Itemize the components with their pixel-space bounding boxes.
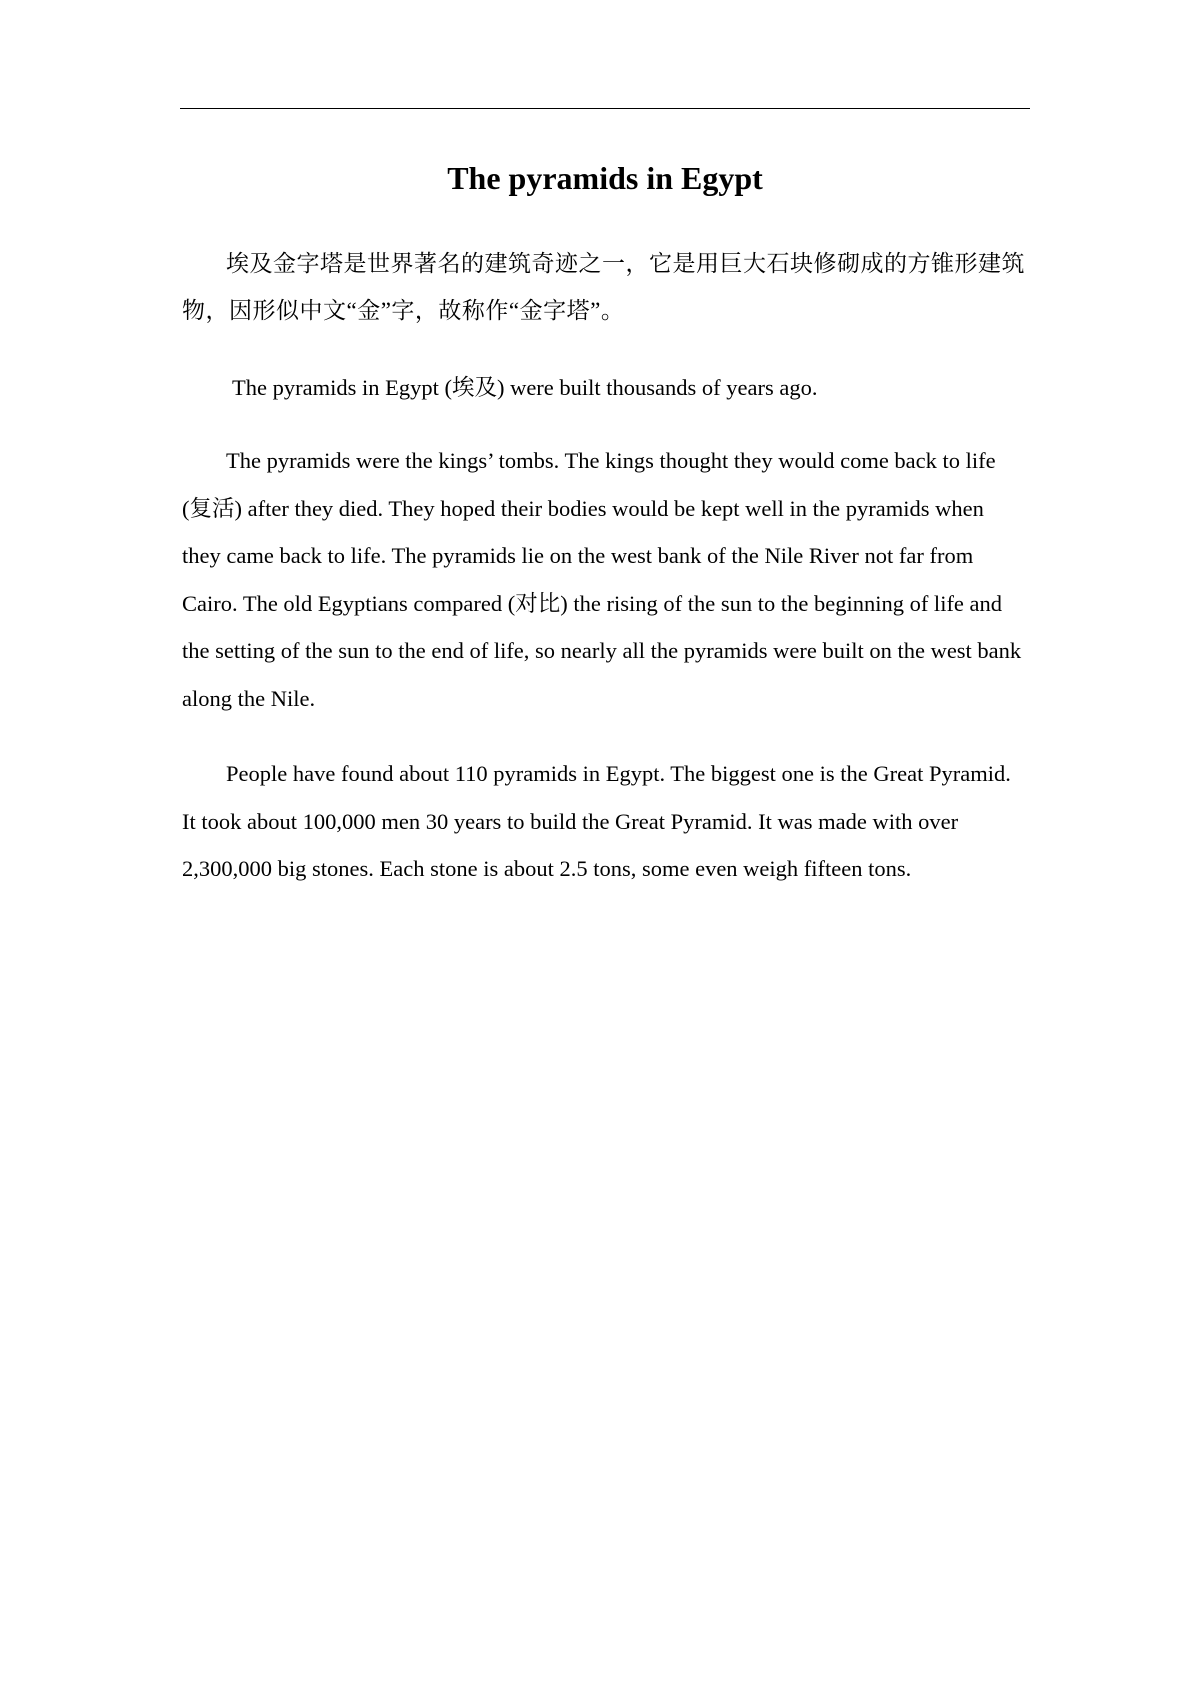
header-rule — [180, 108, 1030, 109]
document-title: The pyramids in Egypt — [447, 160, 763, 196]
paragraph-great-pyramid: People have found about 110 pyramids in Egypt. The biggest one is the Great Pyramid. It took about 100,000 men 30 years to build the Great Pyramid. It was made with over 2,300,000 big stones. Each stone is about 2.5 tons, some even weigh fifteen tons. — [182, 761, 1011, 881]
paragraph-kings-tombs: The pyramids were the kings’ tombs. The kings thought they would come back to life (复活) after they died. They hoped their bodies would be kept well in the pyramids when they came back to life. The pyramids lie on the west bank of the Nile River not far from Cairo. The old Egyptians compared (对比) the rising of the sun to the beginning of life and the setting of the sun to the end of life, so nearly all the pyramids were built on the west bank along the Nile. — [182, 448, 1022, 711]
paragraph-chinese-intro: 埃及金字塔是世界著名的建筑奇迹之一，它是用巨大石块修砌成的方锥形建筑物，因形似中文“金”字，故称作“金字塔”。 — [182, 251, 1025, 323]
paragraph-built: The pyramids in Egypt (埃及) were built thousands of years ago. — [232, 375, 818, 400]
